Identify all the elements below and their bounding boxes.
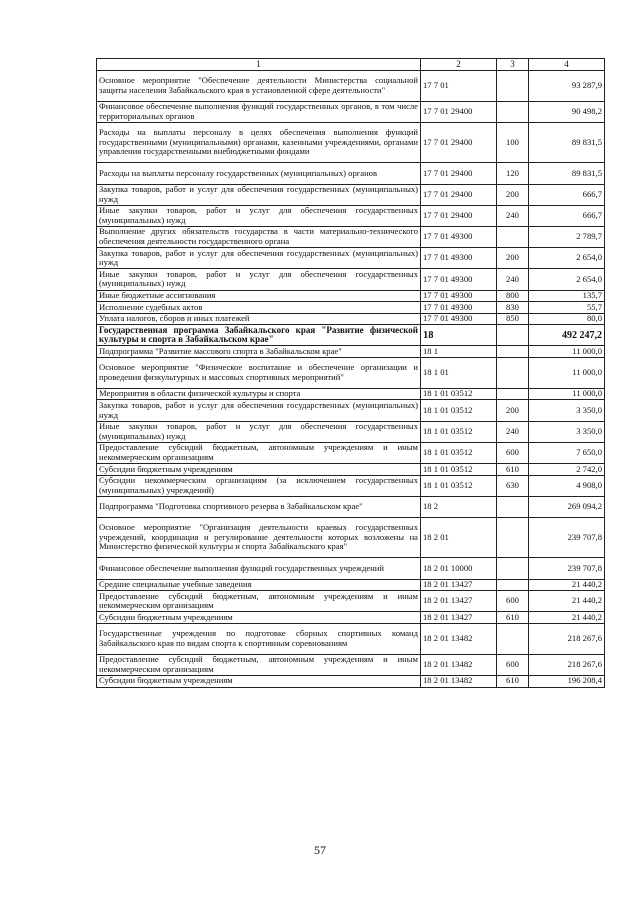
cell-name: Закупка товаров, работ и услуг для обеспечения государственных (муниципальных) нужд	[97, 184, 421, 205]
cell-amount: 21 440,2	[529, 591, 605, 612]
cell-name: Иные закупки товаров, работ и услуг для обеспечения государственных (муниципальных) нужд	[97, 421, 421, 442]
header-col-1: 1	[97, 59, 421, 71]
cell-expense-type: 100	[497, 122, 529, 162]
cell-name: Основное мероприятие "Организация деятельности краевых государственных учреждений, координация и регулирование деятельности которых возложены на Министерство физической культуры и спорта Забайкальского края"	[97, 517, 421, 557]
cell-amount: 239 707,8	[529, 558, 605, 579]
cell-amount: 89 831,5	[529, 163, 605, 184]
cell-code: 17 7 01 29400	[421, 184, 497, 205]
table-row	[97, 163, 605, 184]
cell-amount: 3 350,0	[529, 421, 605, 442]
cell-expense-type: 600	[497, 591, 529, 612]
cell-name: Субсидии бюджетным учреждениям	[97, 464, 421, 476]
cell-code: 17 7 01 49300	[421, 302, 497, 314]
cell-expense-type	[497, 388, 529, 400]
cell-name: Средние специальные учебные заведения	[97, 579, 421, 591]
cell-code: 17 7 01 49300	[421, 226, 497, 247]
cell-expense-type: 200	[497, 184, 529, 205]
cell-amount: 239 707,8	[529, 517, 605, 557]
table-row	[97, 388, 605, 400]
cell-amount: 666,7	[529, 184, 605, 205]
cell-amount: 11 000,0	[529, 346, 605, 358]
cell-expense-type	[497, 579, 529, 591]
cell-code: 18 2 01	[421, 517, 497, 557]
cell-name: Подпрограмма "Подготовка спортивного резерва в Забайкальском крае"	[97, 496, 421, 517]
cell-code: 18 1 01 03512	[421, 421, 497, 442]
table-row	[97, 101, 605, 122]
cell-code: 17 7 01 49300	[421, 269, 497, 290]
cell-name: Мероприятия в области физической культуры и спорта	[97, 388, 421, 400]
cell-code: 17 7 01 29400	[421, 163, 497, 184]
cell-name: Расходы на выплаты персоналу в целях обеспечения выполнения функций государственными (муниципальными) органами, казенными учреждениями, органами управления государственными внебюджетными фондами	[97, 122, 421, 162]
cell-code: 17 7 01 29400	[421, 122, 497, 162]
cell-amount: 2 654,0	[529, 248, 605, 269]
cell-amount: 2 789,7	[529, 226, 605, 247]
cell-expense-type: 610	[497, 464, 529, 476]
header-col-2: 2	[421, 59, 497, 71]
cell-expense-type: 240	[497, 205, 529, 226]
table-row	[97, 421, 605, 442]
cell-amount: 93 287,9	[529, 71, 605, 102]
cell-name: Закупка товаров, работ и услуг для обеспечения государственных (муниципальных) нужд	[97, 248, 421, 269]
cell-code: 18 1 01 03512	[421, 400, 497, 421]
cell-code: 18 1 01 03512	[421, 442, 497, 463]
cell-name: Уплата налогов, сборов и иных платежей	[97, 313, 421, 325]
cell-amount: 135,7	[529, 290, 605, 302]
table-row	[97, 248, 605, 269]
cell-code: 18 2 01 13482	[421, 654, 497, 675]
cell-amount: 269 094,2	[529, 496, 605, 517]
table-row	[97, 122, 605, 162]
cell-code: 17 7 01 49300	[421, 248, 497, 269]
cell-code: 17 7 01	[421, 71, 497, 102]
cell-code: 18 2 01 13427	[421, 612, 497, 624]
cell-amount: 90 498,2	[529, 101, 605, 122]
table-row	[97, 313, 605, 325]
cell-code: 18 2 01 13427	[421, 591, 497, 612]
cell-expense-type: 850	[497, 313, 529, 325]
cell-name: Закупка товаров, работ и услуг для обеспечения государственных (муниципальных) нужд	[97, 400, 421, 421]
cell-expense-type: 200	[497, 248, 529, 269]
table-row	[97, 205, 605, 226]
cell-expense-type: 240	[497, 269, 529, 290]
cell-code: 17 7 01 29400	[421, 205, 497, 226]
cell-expense-type: 600	[497, 442, 529, 463]
table-row	[97, 558, 605, 579]
table-row	[97, 517, 605, 557]
cell-code: 18 2 01 10000	[421, 558, 497, 579]
table-row	[97, 71, 605, 102]
cell-code: 18 2 01 13482	[421, 675, 497, 687]
header-col-3: 3	[497, 59, 529, 71]
table-row	[97, 623, 605, 654]
table-row	[97, 612, 605, 624]
table-row	[97, 290, 605, 302]
cell-name: Предоставление субсидий бюджетным, автономным учреждениям и иным некоммерческим организациям	[97, 654, 421, 675]
cell-code: 18 1	[421, 346, 497, 358]
cell-name: Выполнение других обязательств государства в части материально-технического обеспечения деятельности государственного органа	[97, 226, 421, 247]
cell-name: Государственная программа Забайкальского края "Развитие физической культуры и спорта в Забайкальском крае"	[97, 325, 421, 346]
cell-amount: 2 654,0	[529, 269, 605, 290]
table-row	[97, 325, 605, 346]
cell-name: Финансовое обеспечение выполнения функций государственных органов, в том числе территориальных органов	[97, 101, 421, 122]
table-row	[97, 226, 605, 247]
cell-expense-type: 830	[497, 302, 529, 314]
cell-expense-type	[497, 325, 529, 346]
cell-amount: 7 650,0	[529, 442, 605, 463]
cell-amount: 666,7	[529, 205, 605, 226]
cell-expense-type: 200	[497, 400, 529, 421]
cell-amount: 55,7	[529, 302, 605, 314]
table-row	[97, 184, 605, 205]
cell-amount: 21 440,2	[529, 579, 605, 591]
cell-code: 18 1 01 03512	[421, 464, 497, 476]
header-row	[97, 59, 605, 71]
cell-expense-type	[497, 558, 529, 579]
cell-name: Государственные учреждения по подготовке сборных спортивных команд Забайкальского края по видам спорта к спортивным соревнованиям	[97, 623, 421, 654]
cell-amount: 11 000,0	[529, 358, 605, 389]
cell-amount: 3 350,0	[529, 400, 605, 421]
table-row	[97, 579, 605, 591]
cell-code: 18 2 01 13482	[421, 623, 497, 654]
cell-code: 18 2	[421, 496, 497, 517]
table-row	[97, 654, 605, 675]
cell-expense-type	[497, 358, 529, 389]
table-row	[97, 346, 605, 358]
table-row	[97, 400, 605, 421]
cell-name: Исполнение судебных актов	[97, 302, 421, 314]
cell-code: 18 1 01 03512	[421, 388, 497, 400]
cell-name: Подпрограмма "Развитие массового спорта в Забайкальском крае"	[97, 346, 421, 358]
cell-amount: 11 000,0	[529, 388, 605, 400]
cell-code: 18 2 01 13427	[421, 579, 497, 591]
cell-code: 18	[421, 325, 497, 346]
cell-name: Субсидии некоммерческим организациям (за исключением государственных (муниципальных) учреждений)	[97, 475, 421, 496]
cell-expense-type: 630	[497, 475, 529, 496]
cell-amount: 218 267,6	[529, 623, 605, 654]
cell-amount: 80,0	[529, 313, 605, 325]
cell-name: Иные закупки товаров, работ и услуг для обеспечения государственных (муниципальных) нужд	[97, 205, 421, 226]
cell-expense-type: 610	[497, 675, 529, 687]
cell-name: Иные бюджетные ассигнования	[97, 290, 421, 302]
cell-amount: 21 440,2	[529, 612, 605, 624]
table-row	[97, 464, 605, 476]
cell-expense-type: 240	[497, 421, 529, 442]
cell-amount: 89 831,5	[529, 122, 605, 162]
cell-expense-type: 610	[497, 612, 529, 624]
cell-expense-type	[497, 226, 529, 247]
cell-name: Субсидии бюджетным учреждениям	[97, 612, 421, 624]
cell-code: 18 1 01	[421, 358, 497, 389]
cell-amount: 4 908,0	[529, 475, 605, 496]
table-row	[97, 475, 605, 496]
table-row	[97, 496, 605, 517]
cell-code: 17 7 01 49300	[421, 313, 497, 325]
cell-code: 17 7 01 29400	[421, 101, 497, 122]
table-row	[97, 302, 605, 314]
cell-name: Расходы на выплаты персоналу государственных (муниципальных) органов	[97, 163, 421, 184]
cell-expense-type: 600	[497, 654, 529, 675]
cell-expense-type: 120	[497, 163, 529, 184]
cell-expense-type	[497, 346, 529, 358]
cell-amount: 2 742,0	[529, 464, 605, 476]
table-row	[97, 591, 605, 612]
cell-expense-type	[497, 517, 529, 557]
cell-expense-type	[497, 101, 529, 122]
cell-name: Предоставление субсидий бюджетным, автономным учреждениям и иным некоммерческим организациям	[97, 442, 421, 463]
cell-name: Субсидии бюджетным учреждениям	[97, 675, 421, 687]
cell-amount: 196 208,4	[529, 675, 605, 687]
table-row	[97, 269, 605, 290]
cell-code: 17 7 01 49300	[421, 290, 497, 302]
table-row	[97, 675, 605, 687]
header-col-4: 4	[529, 59, 605, 71]
cell-name: Основное мероприятие "Обеспечение деятельности Министерства социальной защиты населения Забайкальского края в установленной сфере деятельности"	[97, 71, 421, 102]
cell-amount: 218 267,6	[529, 654, 605, 675]
budget-table	[96, 58, 605, 688]
cell-expense-type	[497, 71, 529, 102]
cell-name: Иные закупки товаров, работ и услуг для обеспечения государственных (муниципальных) нужд	[97, 269, 421, 290]
cell-name: Основное мероприятие "Физическое воспитание и обеспечение организации и проведения физкультурных и массовых спортивных мероприятий"	[97, 358, 421, 389]
cell-amount: 492 247,2	[529, 325, 605, 346]
cell-expense-type: 800	[497, 290, 529, 302]
cell-expense-type	[497, 623, 529, 654]
cell-expense-type	[497, 496, 529, 517]
table-row	[97, 358, 605, 389]
table-row	[97, 442, 605, 463]
cell-code: 18 1 01 03512	[421, 475, 497, 496]
page-number: 57	[314, 843, 326, 857]
cell-name: Финансовое обеспечение выполнения функций государственных учреждений	[97, 558, 421, 579]
cell-name: Предоставление субсидий бюджетным, автономным учреждениям и иным некоммерческим организациям	[97, 591, 421, 612]
